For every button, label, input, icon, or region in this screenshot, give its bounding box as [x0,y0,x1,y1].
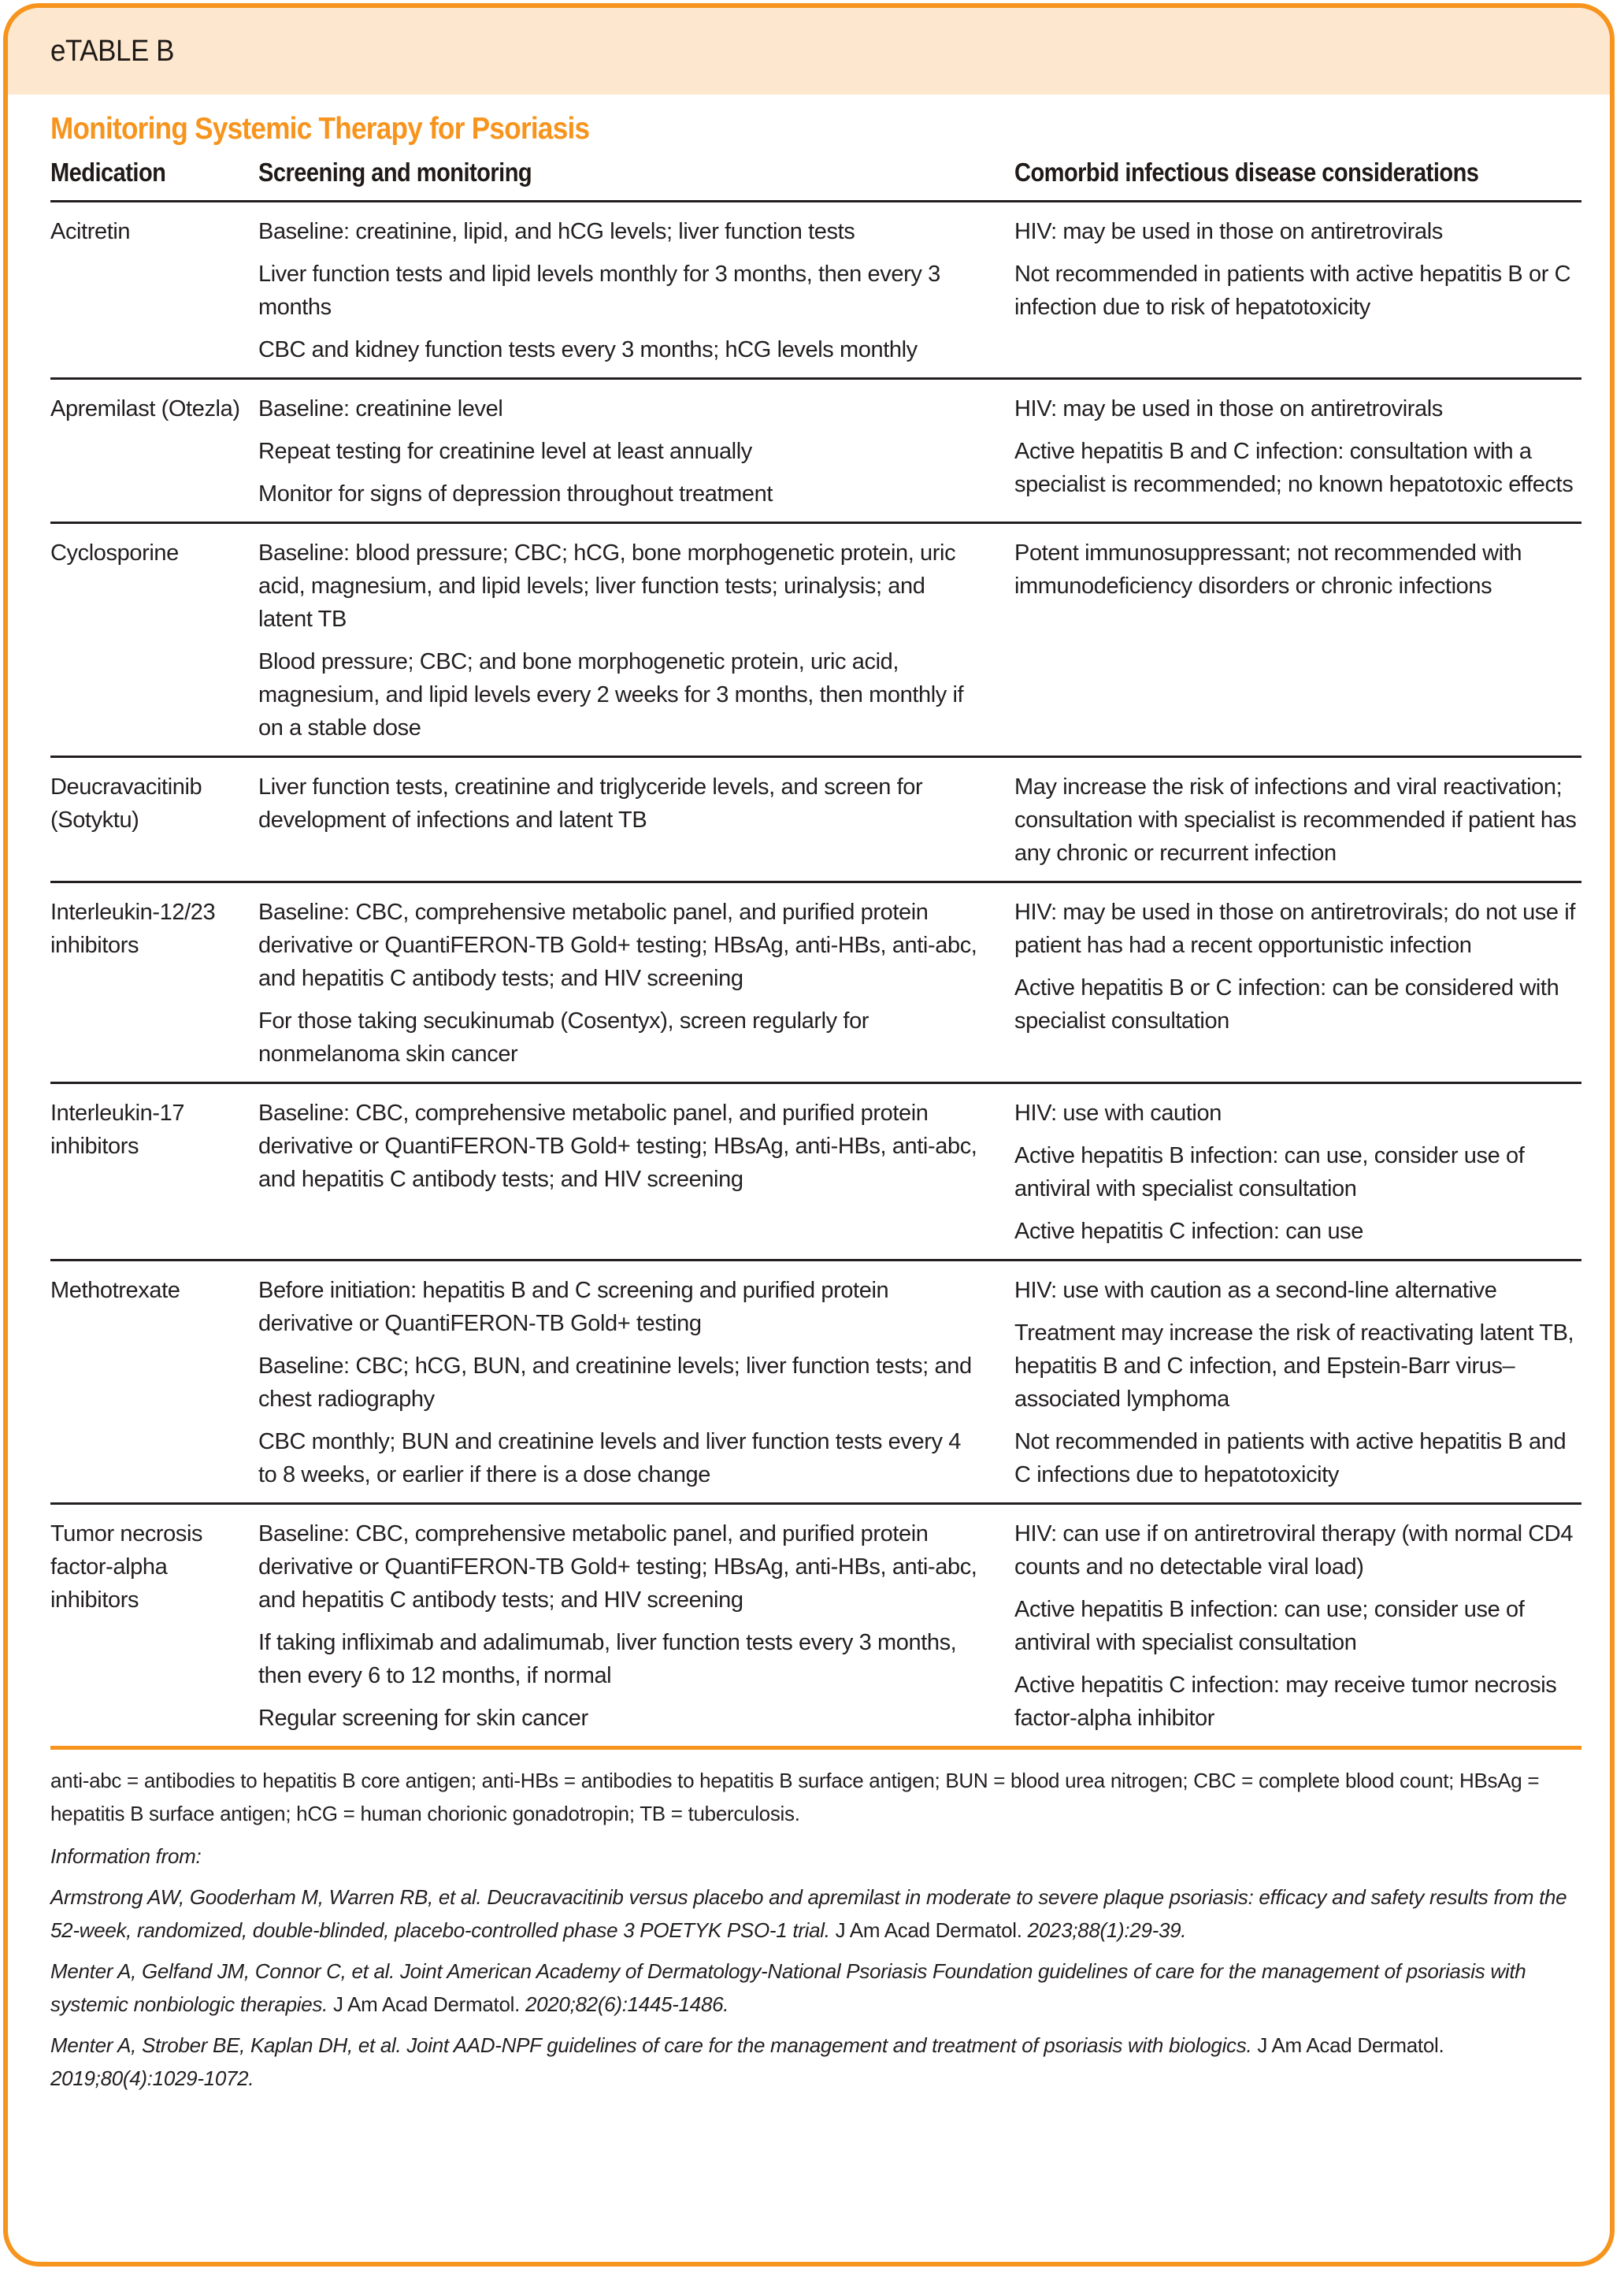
considerations-cell [1014,523,1581,757]
information-from-label: Information from: [50,1844,202,1868]
table-row [50,1504,1581,1748]
column-header-medication: Medication [50,158,258,202]
consideration-item: Not recommended in patients with active hepatitis B or C infection due to risk of hepatotoxicity [1014,262,1571,320]
consideration-item: HIV: use with caution as a second-line alternative [1014,1278,1497,1303]
monitoring-item: Baseline: blood pressure; CBC; hCG, bone morphogenetic protein, uric acid, magnesium, and lipid levels; liver function tests; urinalysis; and latent TB [258,540,956,632]
monitoring-item: Regular screening for skin cancer [258,1706,588,1731]
reference-item: Menter A, Strober BE, Kaplan DH, et al. Joint AAD-NPF guidelines of care for the management and treatment of psoriasis with biologics. J Am Acad Dermatol. 2019;80(4):1029-1072. [50,2033,1444,2090]
monitoring-item: If taking infliximab and adalimumab, liver function tests every 3 months, then every 6 to 12 months, if normal [258,1630,957,1688]
monitoring-cell [258,1083,1014,1261]
card-content [8,112,1610,2095]
consideration-item: May increase the risk of infections and viral reactivation; consultation with specialist is recommended if patient has any chronic or recurrent infection [1014,774,1577,866]
consideration-item: Active hepatitis B infection: can use; consider use of antiviral with specialist consultation [1014,1597,1525,1655]
monitoring-item: Liver function tests, creatinine and triglyceride levels, and screen for development of infections and latent TB [258,774,923,833]
consideration-item: HIV: use with caution [1014,1101,1222,1126]
monitoring-item: Repeat testing for creatinine level at least annually [258,439,752,464]
etable-label: eTABLE B [50,34,174,68]
considerations-cell [1014,757,1581,882]
consideration-item: Active hepatitis B and C infection: consultation with a specialist is recommended; no known hepatotoxic effects [1014,439,1574,497]
column-header-considerations: Comorbid infectious disease considerations [1014,158,1581,202]
abbreviations-note: anti-abc = antibodies to hepatitis B core antigen; anti-HBs = antibodies to hepatitis B surface antigen; BUN = blood urea nitrogen; CBC = complete blood count; HBsAg = hepatitis B surface antigen; hCG = human chorionic gonadotropin; TB = tuberculosis. [50,1769,1540,1825]
monitoring-cell [258,882,1014,1083]
consideration-item: HIV: can use if on antiretroviral therapy (with normal CD4 counts and no detectable viral load) [1014,1521,1574,1580]
considerations-cell [1014,1504,1581,1748]
monitoring-cell [258,523,1014,757]
medication-cell: Cyclosporine [50,523,258,757]
table-footnotes [50,1764,1572,2095]
consideration-item: Active hepatitis C infection: may receive tumor necrosis factor-alpha inhibitor [1014,1673,1557,1731]
table-row [50,1261,1581,1504]
monitoring-item: Monitor for signs of depression throughout treatment [258,481,773,507]
considerations-cell [1014,1261,1581,1504]
monitoring-cell [258,202,1014,379]
table-header-row [50,158,1581,202]
table-row [50,202,1581,379]
monitoring-item: Baseline: CBC, comprehensive metabolic panel, and purified protein derivative or QuantiFERON-TB Gold+ testing; HBsAg, anti-HBs, anti-abc, and hepatitis C antibody tests; and HIV screening [258,900,977,991]
monitoring-item: CBC monthly; BUN and creatinine levels and liver function tests every 4 to 8 weeks, or earlier if there is a dose change [258,1429,961,1487]
consideration-item: Active hepatitis B or C infection: can be considered with specialist consultation [1014,975,1559,1034]
table-row [50,882,1581,1083]
table-row [50,757,1581,882]
table-row [50,1083,1581,1261]
monitoring-item: Liver function tests and lipid levels monthly for 3 months, then every 3 months [258,262,940,320]
consideration-item: HIV: may be used in those on antiretrovirals; do not use if patient has had a recent opportunistic infection [1014,900,1575,958]
monitoring-item: Baseline: creatinine level [258,396,503,421]
table-row [50,523,1581,757]
table-card [3,3,1615,2267]
medication-cell: Interleukin-12/23 inhibitors [50,882,258,1083]
medication-cell: Tumor necrosis factor-alpha inhibitors [50,1504,258,1748]
table-row [50,379,1581,523]
consideration-item: Active hepatitis C infection: can use [1014,1219,1363,1244]
monitoring-cell [258,1261,1014,1504]
monitoring-item: Blood pressure; CBC; and bone morphogenetic protein, uric acid, magnesium, and lipid levels every 2 weeks for 3 months, then monthly if on a stable dose [258,649,964,741]
monitoring-item: Baseline: creatinine, lipid, and hCG levels; liver function tests [258,219,855,244]
table-title: Monitoring Systemic Therapy for Psoriasis [50,112,590,146]
considerations-cell [1014,882,1581,1083]
column-header-screening: Screening and monitoring [258,158,1014,202]
consideration-item: Active hepatitis B infection: can use, consider use of antiviral with specialist consultation [1014,1143,1525,1201]
monitoring-cell [258,757,1014,882]
consideration-item: Not recommended in patients with active hepatitis B and C infections due to hepatotoxicity [1014,1429,1567,1487]
considerations-cell [1014,379,1581,523]
reference-item: Menter A, Gelfand JM, Connor C, et al. Joint American Academy of Dermatology-National Psoriasis Foundation guidelines of care for the management of psoriasis with systemic nonbiologic therapies. J Am Acad Dermatol. 2020;82(6):1445-1486. [50,1959,1526,2016]
consideration-item: Potent immunosuppressant; not recommended with immunodeficiency disorders or chronic infections [1014,540,1522,599]
consideration-item: Treatment may increase the risk of reactivating latent TB, hepatitis B and C infection, and Epstein-Barr virus–associated lymphoma [1014,1320,1574,1412]
monitoring-cell [258,1504,1014,1748]
medication-cell: Methotrexate [50,1261,258,1504]
consideration-item: HIV: may be used in those on antiretrovirals [1014,396,1443,421]
monitoring-item: Baseline: CBC, comprehensive metabolic panel, and purified protein derivative or QuantiFERON-TB Gold+ testing; HBsAg, anti-HBs, anti-abc, and hepatitis C antibody tests; and HIV screening [258,1101,977,1192]
monitoring-item: Baseline: CBC, comprehensive metabolic panel, and purified protein derivative or QuantiFERON-TB Gold+ testing; HBsAg, anti-HBs, anti-abc, and hepatitis C antibody tests; and HIV screening [258,1521,977,1613]
monitoring-item: For those taking secukinumab (Cosentyx), screen regularly for nonmelanoma skin cancer [258,1008,869,1067]
monitoring-item: Before initiation: hepatitis B and C screening and purified protein derivative or QuantiFERON-TB Gold+ testing [258,1278,889,1336]
considerations-cell [1014,202,1581,379]
medication-cell: Deucravacitinib (Sotyktu) [50,757,258,882]
card-header [8,8,1610,95]
monitoring-item: Baseline: CBC; hCG, BUN, and creatinine levels; liver function tests; and chest radiography [258,1353,972,1412]
monitoring-cell [258,379,1014,523]
reference-item: Armstrong AW, Gooderham M, Warren RB, et al. Deucravacitinib versus placebo and apremilast in moderate to severe plaque psoriasis: efficacy and safety results from the 52-week, randomized, double-blinded, placebo-controlled phase 3 POETYK PSO-1 trial. J Am Acad Dermatol. 2023;88(1):29-39. [50,1885,1567,1942]
consideration-item: HIV: may be used in those on antiretrovirals [1014,219,1443,244]
medication-cell: Apremilast (Otezla) [50,379,258,523]
medication-cell: Acitretin [50,202,258,379]
monitoring-table [50,158,1581,1750]
considerations-cell [1014,1083,1581,1261]
medication-cell: Interleukin-17 inhibitors [50,1083,258,1261]
monitoring-item: CBC and kidney function tests every 3 months; hCG levels monthly [258,337,918,362]
